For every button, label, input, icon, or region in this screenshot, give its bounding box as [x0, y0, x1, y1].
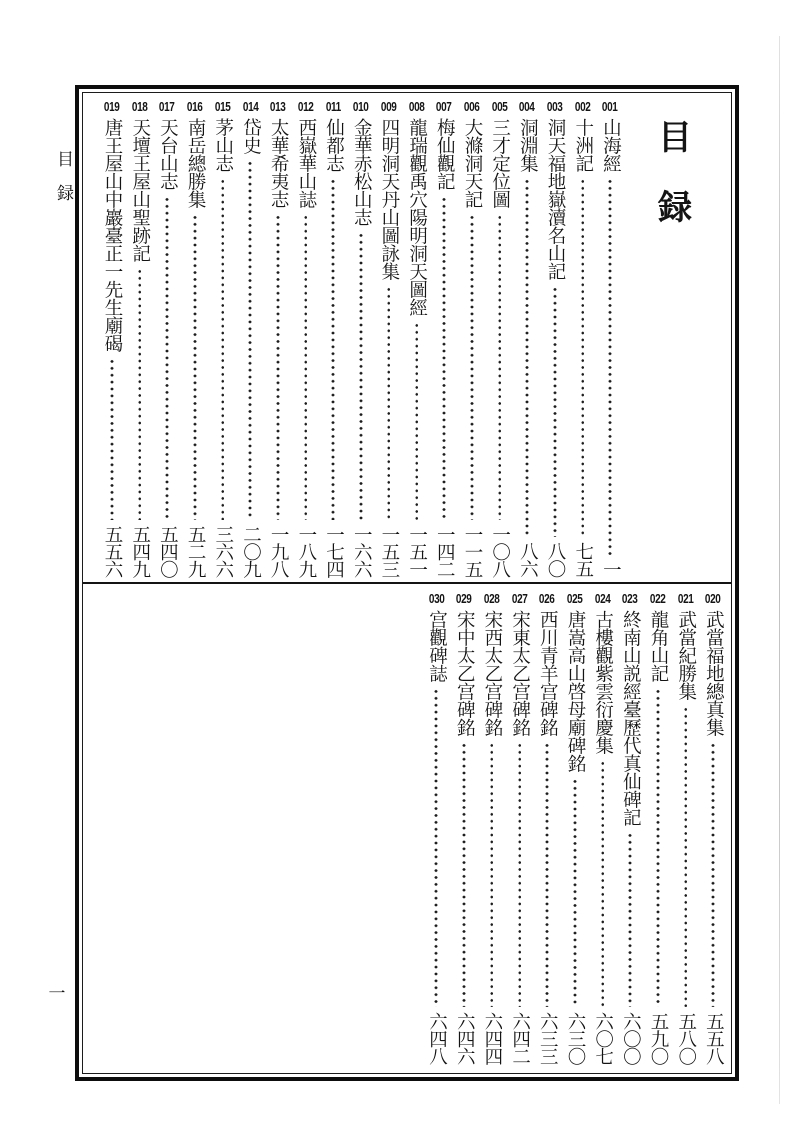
- entry-title: 茅山志: [212, 118, 233, 172]
- entry-title: 唐嵩高山啓母廟碑銘: [564, 610, 585, 772]
- toc-entry-027: [506, 592, 534, 1065]
- entry-title: 天台山志: [157, 118, 178, 190]
- toc-entry-010: [347, 100, 375, 578]
- toc-entry-021: [672, 592, 700, 1065]
- dotted-leader: [138, 268, 142, 520]
- dotted-leader: [628, 832, 632, 1007]
- entry-page-number: 一八九: [295, 524, 316, 577]
- entry-number: 027: [511, 592, 528, 606]
- entry-page-number: 五四〇: [157, 524, 178, 577]
- entry-number: 026: [539, 592, 555, 606]
- toc-entry-007: [430, 100, 458, 578]
- dotted-leader: [573, 778, 577, 1007]
- entry-page-number: 一: [600, 559, 621, 577]
- entry-page-number: 六四四: [481, 1011, 502, 1064]
- entry-page-number: 五九〇: [648, 1011, 669, 1064]
- toc-entry-017: [153, 100, 181, 578]
- entry-number: 010: [353, 100, 369, 114]
- dotted-leader: [684, 706, 688, 1007]
- entry-number: 003: [547, 100, 563, 114]
- entry-number: 028: [483, 592, 500, 606]
- dotted-leader: [359, 232, 363, 520]
- entry-title: 三才定位圖: [489, 118, 510, 208]
- entry-number: 005: [491, 100, 508, 114]
- dotted-leader: [470, 214, 474, 520]
- frame-inner-rule: [82, 92, 732, 1074]
- dotted-leader: [193, 214, 197, 520]
- entry-title: 武當福地總真集: [703, 610, 724, 736]
- dotted-leader: [442, 196, 446, 520]
- toc-entry-025: [561, 592, 589, 1065]
- entry-title: 龍角山記: [648, 610, 669, 682]
- entry-page-number: 一五一: [406, 524, 427, 577]
- entry-title: 宋西太乙宫碑銘: [481, 610, 502, 736]
- entry-page-number: 五八〇: [675, 1011, 696, 1064]
- entry-title: 岱史: [240, 118, 261, 154]
- entry-number: 009: [380, 100, 397, 114]
- entry-number: 018: [131, 100, 148, 114]
- dotted-leader: [490, 742, 494, 1007]
- entry-number: 021: [677, 592, 694, 606]
- dotted-leader: [656, 688, 660, 1007]
- dotted-leader: [711, 742, 715, 1007]
- dotted-leader: [276, 214, 280, 520]
- page-title-char-2: 録: [658, 190, 692, 227]
- toc-entry-029: [450, 592, 478, 1065]
- page-title: [624, 100, 726, 578]
- dotted-leader: [331, 178, 335, 520]
- entry-number: 008: [408, 100, 425, 114]
- toc-entry-011: [319, 100, 347, 578]
- entry-number: 019: [104, 100, 120, 114]
- toc-columns-top: [98, 100, 624, 578]
- entry-number: 022: [650, 592, 666, 606]
- dotted-leader: [518, 742, 522, 1007]
- entry-page-number: 六四六: [454, 1011, 475, 1064]
- entry-number: 023: [622, 592, 638, 606]
- entry-number: 016: [187, 100, 203, 114]
- entry-page-number: 一四二: [434, 524, 455, 577]
- dotted-leader: [415, 322, 419, 520]
- entry-title: 洞天福地嶽瀆名山記: [545, 118, 566, 280]
- toc-entry-005: [486, 100, 514, 578]
- toc-entry-023: [616, 592, 644, 1065]
- toc-entry-008: [403, 100, 431, 578]
- toc-entry-002: [569, 100, 597, 578]
- entry-page-number: 六〇〇: [620, 1011, 641, 1064]
- toc-top-section: [83, 93, 731, 582]
- entry-number: 029: [456, 592, 472, 606]
- entry-page-number: 七五: [572, 542, 593, 577]
- entry-number: 011: [325, 100, 341, 114]
- toc-entry-020: [699, 592, 727, 1065]
- toc-entry-018: [126, 100, 154, 578]
- dotted-leader: [462, 742, 466, 1007]
- entry-title: 太華希夷志: [268, 118, 289, 208]
- dotted-leader: [165, 196, 169, 520]
- entry-title: 終南山説經臺歷代真仙碑記: [620, 610, 641, 826]
- entry-number: 017: [159, 100, 175, 114]
- entry-title: 梅仙觀記: [434, 118, 455, 190]
- entry-title: 武當紀勝集: [675, 610, 696, 700]
- dotted-leader: [525, 178, 529, 537]
- margin-running-label: 目録: [54, 150, 73, 218]
- entry-number: 012: [297, 100, 314, 114]
- toc-entry-015: [209, 100, 237, 578]
- paper-edge-line: [779, 36, 781, 1104]
- entry-page-number: 一一五: [461, 524, 482, 577]
- entry-title: 古樓觀紫雲衍慶集: [592, 610, 613, 754]
- toc-entry-012: [292, 100, 320, 578]
- dotted-leader: [110, 358, 114, 520]
- toc-entry-013: [264, 100, 292, 578]
- dotted-leader: [387, 286, 391, 520]
- entry-page-number: 五五六: [102, 524, 123, 577]
- toc-entry-019: [98, 100, 126, 578]
- entry-number: 015: [214, 100, 231, 114]
- margin-folio-number: 一: [48, 984, 66, 1003]
- content-frame: [75, 85, 739, 1081]
- entry-page-number: 一〇八: [489, 524, 510, 577]
- entry-number: 007: [436, 100, 452, 114]
- entry-title: 宫觀碑誌: [426, 610, 447, 682]
- dotted-leader: [434, 688, 438, 1007]
- entry-title: 南岳總勝集: [185, 118, 206, 208]
- dotted-leader: [221, 178, 225, 520]
- dotted-leader: [553, 286, 557, 537]
- toc-entry-006: [458, 100, 486, 578]
- entry-title: 龍瑞觀禹穴陽明洞天圖經: [406, 118, 427, 316]
- entry-page-number: 一五三: [378, 524, 399, 577]
- entry-number: 025: [566, 592, 583, 606]
- toc-columns-bottom: [422, 592, 727, 1065]
- entry-number: 006: [463, 100, 480, 114]
- toc-entry-024: [589, 592, 617, 1065]
- dotted-leader: [498, 214, 502, 520]
- toc-entry-004: [513, 100, 541, 578]
- toc-bottom-section: [83, 582, 731, 1073]
- entry-title: 山海經: [600, 118, 621, 172]
- entry-page-number: 三六六: [212, 524, 233, 577]
- toc-entry-028: [478, 592, 506, 1065]
- entry-number: 004: [519, 100, 535, 114]
- entry-number: 024: [594, 592, 611, 606]
- entry-page-number: 五二九: [185, 524, 206, 577]
- toc-entry-026: [533, 592, 561, 1065]
- entry-page-number: 五四九: [129, 524, 150, 577]
- entry-title: 四明洞天丹山圖詠集: [378, 118, 399, 280]
- dotted-leader: [304, 214, 308, 520]
- dotted-leader: [581, 178, 585, 537]
- entry-title: 宋東太乙宫碑銘: [509, 610, 530, 736]
- entry-title: 西嶽華山誌: [295, 118, 316, 208]
- entry-number: 030: [428, 592, 445, 606]
- entry-page-number: 一六六: [351, 524, 372, 577]
- entry-page-number: 八六: [517, 542, 538, 577]
- toc-entry-009: [375, 100, 403, 578]
- dotted-leader: [545, 742, 549, 1007]
- entry-number: 020: [705, 592, 721, 606]
- entry-number: 014: [242, 100, 258, 114]
- entry-title: 金華赤松山志: [351, 118, 372, 226]
- entry-page-number: 六三三: [537, 1011, 558, 1064]
- entry-number: 002: [574, 100, 591, 114]
- entry-page-number: 一九八: [268, 524, 289, 577]
- entry-page-number: 六四八: [426, 1011, 447, 1064]
- page-title-char-1: 目: [658, 120, 692, 157]
- entry-page-number: 一七四: [323, 524, 344, 577]
- entry-title: 十洲記: [572, 118, 593, 172]
- toc-entry-016: [181, 100, 209, 578]
- entry-page-number: 二〇九: [240, 524, 261, 577]
- entry-page-number: 六〇七: [592, 1011, 613, 1064]
- dotted-leader: [608, 178, 612, 555]
- entry-page-number: 五五八: [703, 1011, 724, 1064]
- entry-title: 仙都志: [323, 118, 344, 172]
- toc-entry-022: [644, 592, 672, 1065]
- entry-title: 大滌洞天記: [461, 118, 482, 208]
- entry-title: 西川青羊宫碑銘: [537, 610, 558, 736]
- entry-number: 001: [602, 100, 618, 114]
- entry-title: 洞淵集: [517, 118, 538, 172]
- entry-page-number: 六三〇: [564, 1011, 585, 1064]
- entry-title: 唐王屋山中巖臺正一先生廟碣: [102, 118, 123, 352]
- entry-page-number: 六四二: [509, 1011, 530, 1064]
- toc-entry-014: [236, 100, 264, 578]
- entry-title: 天壇王屋山聖跡記: [129, 118, 150, 262]
- entry-number: 013: [270, 100, 286, 114]
- dotted-leader: [601, 760, 605, 1007]
- dotted-leader: [248, 160, 252, 520]
- toc-entry-030: [422, 592, 450, 1065]
- entry-page-number: 八〇: [545, 542, 566, 577]
- toc-entry-003: [541, 100, 569, 578]
- entry-title: 宋中太乙宫碑銘: [454, 610, 475, 736]
- toc-entry-001: [596, 100, 624, 578]
